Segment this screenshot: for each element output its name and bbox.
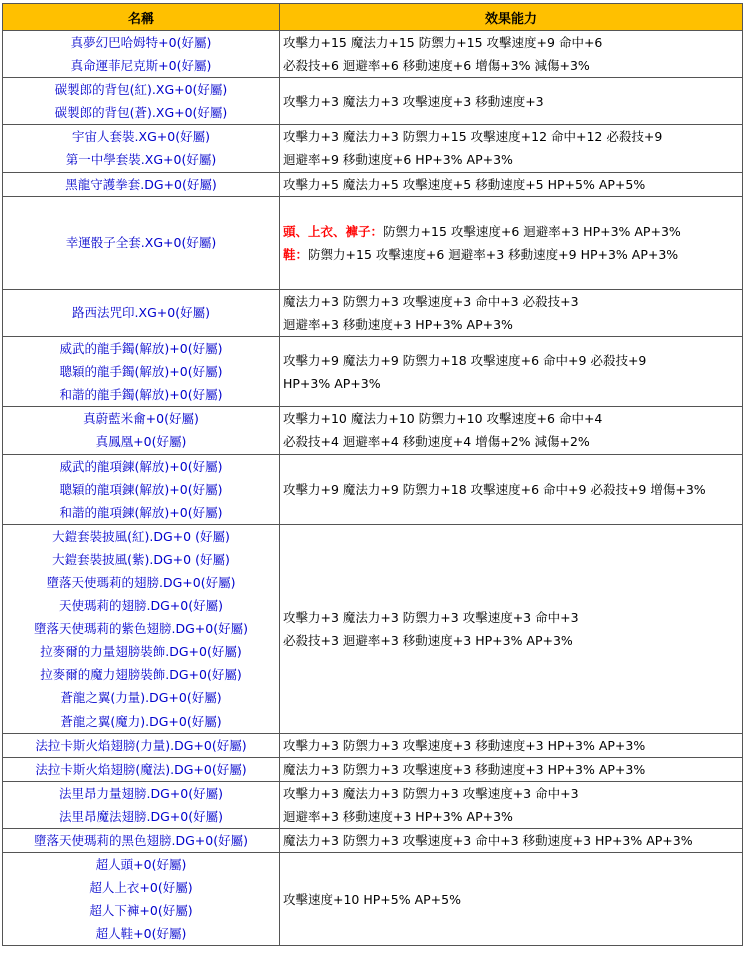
name-column-header: 名稱 bbox=[3, 4, 280, 31]
table-row bbox=[3, 289, 743, 336]
item-name: 聰穎的龍項鍊(解放)+0(好屬) bbox=[59, 481, 223, 497]
item-name: 法里昂魔法翅膀.DG+0(好屬) bbox=[59, 808, 223, 824]
table-row bbox=[3, 196, 743, 289]
effect-line: 必殺技+6 迴避率+6 移動速度+6 增傷+3% 減傷+3% bbox=[283, 58, 590, 74]
item-name: 威武的龍項鍊(解放)+0(好屬) bbox=[59, 458, 223, 474]
item-name: 真夢幻巴哈姆特+0(好屬) bbox=[70, 35, 212, 50]
item-names-cell bbox=[3, 172, 280, 196]
effect-line: 攻擊力+3 魔法力+3 防禦力+3 攻擊速度+3 命中+3 bbox=[283, 609, 579, 625]
table-row bbox=[3, 524, 743, 733]
item-names-cell bbox=[3, 757, 280, 781]
table-row bbox=[3, 829, 743, 853]
item-effect-cell bbox=[280, 125, 743, 172]
effect-line: 攻擊力+3 防禦力+3 攻擊速度+3 移動速度+3 HP+3% AP+3% bbox=[283, 737, 646, 753]
table-row bbox=[3, 78, 743, 125]
table-row bbox=[3, 172, 743, 196]
item-name: 法拉卡斯火焰翅膀(魔法).DG+0(好屬) bbox=[35, 761, 247, 777]
item-name: 碳製郎的背包(蒼).XG+0(好屬) bbox=[54, 105, 228, 121]
item-name: 幸運骰子全套.XG+0(好屬) bbox=[65, 235, 217, 251]
effect-line: 迴避率+9 移動速度+6 HP+3% AP+3% bbox=[283, 152, 513, 168]
item-effect-cell bbox=[280, 829, 743, 853]
table-row bbox=[3, 125, 743, 172]
item-effect-cell bbox=[280, 733, 743, 757]
effect-line bbox=[283, 243, 742, 266]
table-row bbox=[3, 853, 743, 946]
effect-line: 魔法力+3 防禦力+3 攻擊速度+3 命中+3 必殺技+3 bbox=[283, 293, 579, 309]
item-effect-cell bbox=[280, 454, 743, 524]
item-name: 法里昂力量翅膀.DG+0(好屬) bbox=[59, 785, 223, 801]
item-names-cell bbox=[3, 78, 280, 125]
item-names-cell bbox=[3, 524, 280, 733]
item-name: 墮落天使瑪莉的黑色翅膀.DG+0(好屬) bbox=[34, 833, 248, 848]
item-effect-cell bbox=[280, 757, 743, 781]
item-name: 和諧的龍手鐲(解放)+0(好屬) bbox=[59, 387, 223, 403]
effect-line: 攻擊力+10 魔法力+10 防禦力+10 攻擊速度+6 命中+4 bbox=[283, 411, 603, 427]
table-row bbox=[3, 757, 743, 781]
item-effect-cell bbox=[280, 407, 743, 454]
effect-line: 魔法力+3 防禦力+3 攻擊速度+3 命中+3 移動速度+3 HP+3% AP+3% bbox=[283, 833, 693, 848]
table-row bbox=[3, 454, 743, 524]
item-name: 路西法咒印.XG+0(好屬) bbox=[72, 305, 210, 321]
table-row bbox=[3, 407, 743, 454]
item-name: 真鳳凰+0(好屬) bbox=[95, 434, 187, 450]
item-name: 黑龍守護拳套.DG+0(好屬) bbox=[65, 176, 217, 192]
item-effect-cell bbox=[280, 781, 743, 828]
item-names-cell bbox=[3, 733, 280, 757]
item-name: 聰穎的龍手鐲(解放)+0(好屬) bbox=[59, 364, 223, 380]
effect-line: 攻擊力+3 魔法力+3 防禦力+3 攻擊速度+3 命中+3 bbox=[283, 785, 579, 801]
effect-line: 攻擊力+15 魔法力+15 防禦力+15 攻擊速度+9 命中+6 bbox=[283, 35, 603, 50]
table-row bbox=[3, 781, 743, 828]
effect-line: 攻擊力+3 魔法力+3 攻擊速度+3 移動速度+3 bbox=[283, 93, 544, 109]
effect-line: HP+3% AP+3% bbox=[283, 375, 381, 391]
item-effect-cell bbox=[280, 172, 743, 196]
item-name: 第一中學套裝.XG+0(好屬) bbox=[65, 152, 217, 168]
item-names-cell bbox=[3, 196, 280, 289]
item-effect-cell bbox=[280, 289, 743, 336]
item-name: 拉麥爾的力量翅膀裝飾.DG+0(好屬) bbox=[40, 644, 242, 660]
item-names-cell bbox=[3, 31, 280, 78]
item-name: 真命運菲尼克斯+0(好屬) bbox=[70, 58, 212, 74]
item-name: 蒼龍之翼(魔力).DG+0(好屬) bbox=[60, 713, 222, 729]
item-name: 威武的龍手鐲(解放)+0(好屬) bbox=[59, 341, 223, 357]
effect-column-header: 效果能力 bbox=[280, 4, 743, 31]
table-header-row bbox=[3, 4, 743, 31]
item-name: 拉麥爾的魔力翅膀裝飾.DG+0(好屬) bbox=[40, 667, 242, 683]
item-name: 宇宙人套裝.XG+0(好屬) bbox=[72, 129, 210, 145]
effect-text: 防禦力+15 攻擊速度+6 迴避率+3 移動速度+9 HP+3% AP+3% bbox=[308, 246, 679, 262]
item-names-cell bbox=[3, 853, 280, 946]
effect-line: 攻擊力+5 魔法力+5 攻擊速度+5 移動速度+5 HP+5% AP+5% bbox=[283, 176, 646, 192]
effect-line: 必殺技+4 迴避率+4 移動速度+4 增傷+2% 減傷+2% bbox=[283, 434, 590, 450]
effect-line: 迴避率+3 移動速度+3 HP+3% AP+3% bbox=[283, 808, 513, 824]
item-names-cell bbox=[3, 125, 280, 172]
item-name: 真蔚藍米龠+0(好屬) bbox=[83, 411, 199, 427]
item-names-cell bbox=[3, 289, 280, 336]
item-name: 碳製郎的背包(紅).XG+0(好屬) bbox=[54, 82, 228, 98]
effect-part-label: 鞋： bbox=[283, 246, 309, 262]
item-names-cell bbox=[3, 454, 280, 524]
item-name: 墮落天使瑪莉的紫色翅膀.DG+0(好屬) bbox=[34, 621, 248, 637]
effect-line: 攻擊力+9 魔法力+9 防禦力+18 攻擊速度+6 命中+9 必殺技+9 bbox=[283, 352, 647, 368]
item-effect-cell bbox=[280, 524, 743, 733]
item-names-cell bbox=[3, 829, 280, 853]
effect-line: 迴避率+3 移動速度+3 HP+3% AP+3% bbox=[283, 316, 513, 332]
effect-line: 攻擊力+3 魔法力+3 防禦力+15 攻擊速度+12 命中+12 必殺技+9 bbox=[283, 129, 663, 145]
table-body bbox=[3, 31, 743, 946]
table-row bbox=[3, 337, 743, 407]
effect-line: 攻擊速度+10 HP+5% AP+5% bbox=[283, 891, 461, 907]
effect-line: 必殺技+3 迴避率+3 移動速度+3 HP+3% AP+3% bbox=[283, 632, 573, 648]
item-name: 法拉卡斯火焰翅膀(力量).DG+0(好屬) bbox=[35, 737, 247, 753]
item-name: 超人下褲+0(好屬) bbox=[89, 903, 193, 919]
item-name: 和諧的龍項鍊(解放)+0(好屬) bbox=[59, 504, 223, 520]
item-effect-cell bbox=[280, 853, 743, 946]
item-effect-cell bbox=[280, 337, 743, 407]
item-name: 超人頭+0(好屬) bbox=[95, 857, 187, 873]
item-name: 蒼龍之翼(力量).DG+0(好屬) bbox=[60, 690, 222, 706]
item-effect-cell bbox=[280, 31, 743, 78]
item-names-cell bbox=[3, 781, 280, 828]
item-effect-cell bbox=[280, 78, 743, 125]
effect-text: 防禦力+15 攻擊速度+6 迴避率+3 HP+3% AP+3% bbox=[383, 223, 681, 239]
effect-part-label: 頭、上衣、褲子： bbox=[283, 223, 384, 239]
effect-line bbox=[283, 220, 742, 243]
item-names-cell bbox=[3, 407, 280, 454]
item-names-cell bbox=[3, 337, 280, 407]
item-effect-cell bbox=[280, 196, 743, 289]
item-name: 大鎧套裝披風(紅).DG+0 (好屬) bbox=[52, 528, 230, 544]
item-effect-table bbox=[2, 3, 743, 946]
item-name: 超人鞋+0(好屬) bbox=[95, 926, 187, 942]
effect-line: 攻擊力+9 魔法力+9 防禦力+18 攻擊速度+6 命中+9 必殺技+9 增傷+3% bbox=[283, 481, 706, 497]
table-row bbox=[3, 31, 743, 78]
item-name: 大鎧套裝披風(紫).DG+0 (好屬) bbox=[52, 551, 230, 567]
effect-line: 魔法力+3 防禦力+3 攻擊速度+3 移動速度+3 HP+3% AP+3% bbox=[283, 761, 646, 777]
item-name: 天使瑪莉的翅膀.DG+0(好屬) bbox=[59, 598, 223, 614]
item-name: 墮落天使瑪莉的翅膀.DG+0(好屬) bbox=[46, 574, 236, 590]
item-name: 超人上衣+0(好屬) bbox=[89, 880, 193, 896]
table-row bbox=[3, 733, 743, 757]
